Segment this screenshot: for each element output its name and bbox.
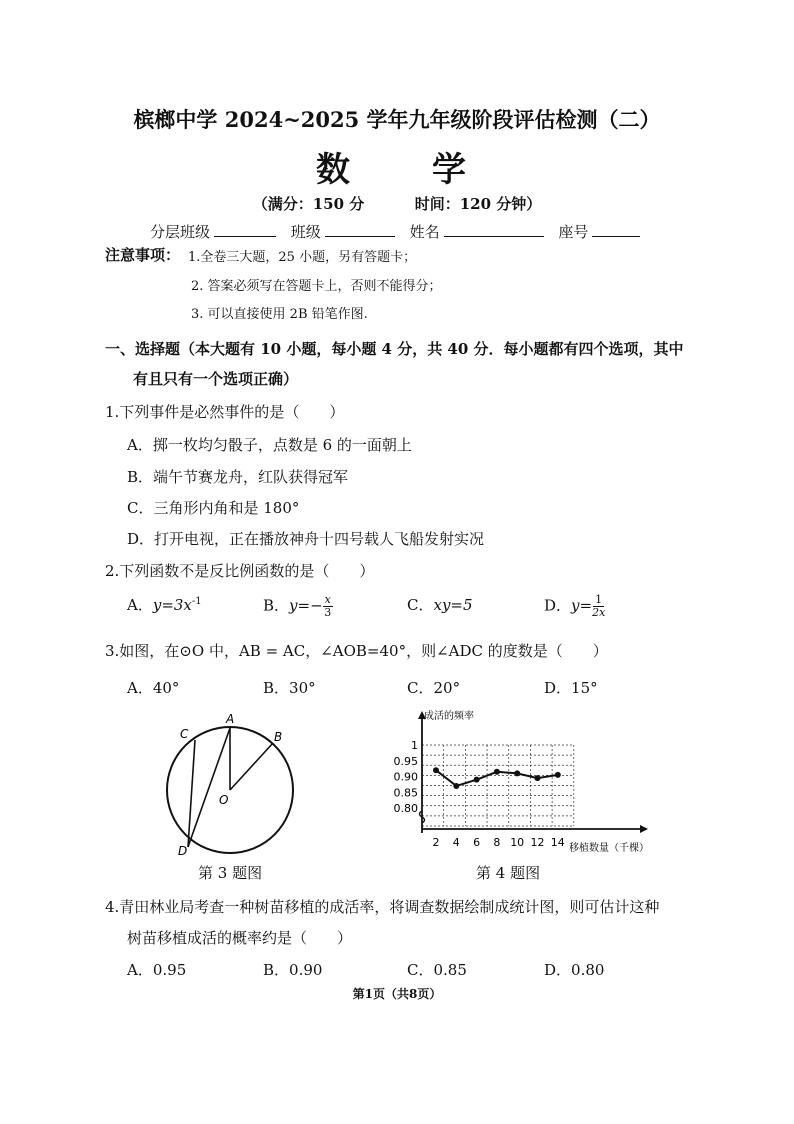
page-footer: 第1页（共8页） (352, 987, 442, 1001)
q4-option-c: C．0.85 (407, 961, 467, 979)
x-tick-label: 6 (473, 836, 481, 849)
notice-label: 注意事项： (105, 246, 181, 264)
q4-frequency-chart (380, 705, 680, 860)
q4-figure-caption: 第 4 题图 (476, 864, 541, 882)
x-tick-label: 12 (530, 836, 545, 849)
data-point (453, 783, 459, 789)
exam-time: 时间：120 分钟） (414, 195, 542, 213)
exam-meta (0, 193, 794, 214)
seat-label: 座号 (558, 223, 589, 241)
exam-title: 槟榔中学 2024~2025 学年九年级阶段评估检测（二） (133, 107, 661, 132)
q2-option-c: C．xy=5 (407, 596, 473, 614)
subject-char-1: 数 (316, 150, 350, 190)
full-score: （满分：150 分 (252, 195, 365, 213)
y-tick-label: 0.80 (393, 802, 418, 815)
q3-figure-caption: 第 3 题图 (198, 864, 263, 882)
label-c: C (180, 727, 189, 741)
label-b: B (274, 730, 283, 744)
y-tick-label: 0.95 (393, 754, 418, 768)
q3-option-c: C．20° (407, 679, 461, 697)
notice-item-2: 2. 答案必须写在答题卡上，否则不能得分； (191, 279, 442, 294)
subject-char-2: 学 (432, 150, 466, 190)
q2-option-a: A．$y=3x^{-1}$ (127, 596, 202, 614)
x-tick-label: 8 (493, 836, 501, 849)
notice-item-1: 1.全卷三大题，25 小题，另有答题卡； (188, 250, 417, 265)
label-o: O (219, 793, 229, 807)
q2-option-d: D．y= $\frac{1}{2x}$ (544, 593, 606, 619)
data-point (555, 772, 561, 778)
name-label: 姓名 (409, 223, 440, 241)
q1-stem: 1.下列事件是必然事件的是（ ） (105, 403, 345, 421)
y-tick-label: 0.90 (393, 770, 418, 784)
q4-option-a: A．0.95 (127, 961, 187, 979)
q4-stem-line-2: 树苗移植成活的概率约是（ ） (127, 929, 353, 947)
q3-stem: 3.如图，在⊙O 中，AB = AC，∠AOB=40°，则∠ADC 的度数是（ ） (105, 642, 608, 660)
student-info-fields (150, 221, 640, 242)
label-a: A (226, 712, 235, 726)
label-d: D (178, 844, 188, 858)
x-tick-label: 2 (432, 836, 440, 849)
data-point (535, 775, 541, 781)
x-tick-label: 14 (550, 836, 565, 849)
q1-option-a: A．掷一枚均匀骰子，点数是 6 的一面朝上 (127, 436, 412, 454)
q2-option-b: B．y=− $\frac{x}{3}$ (263, 593, 332, 619)
section-1-heading-cont: 有且只有一个选项正确） (133, 370, 299, 388)
class-label: 班级 (290, 223, 321, 241)
q4-stem-line-1: 4.青田林业局考查一种树苗移植的成活率，将调查数据绘制成统计图，则可估计这种 (105, 898, 660, 916)
y-tick-label: 0.85 (393, 786, 418, 800)
q4-option-b: B．0.90 (263, 961, 323, 979)
q1-option-c: C．三角形内角和是 180° (127, 499, 300, 517)
q4-option-d: D．0.80 (544, 961, 605, 979)
x-axis-label: 移植数量（千棵） (569, 843, 649, 854)
x-tick-label: 4 (452, 836, 460, 849)
class-level-blank[interactable] (214, 222, 276, 237)
y-axis-label: 成活的频率 (424, 711, 474, 722)
data-point (433, 767, 439, 773)
q1-option-b: B．端午节赛龙舟，红队获得冠军 (127, 468, 349, 486)
seat-blank[interactable] (592, 222, 640, 237)
q3-circle-figure (150, 705, 315, 865)
notice-item-3: 3. 可以直接使用 2B 铅笔作图. (191, 307, 368, 322)
q3-option-b: B．30° (263, 679, 316, 697)
data-point (474, 777, 480, 783)
section-1-heading: 一、选择题（本大题有 10 小题，每小题 4 分，共 40 分．每小题都有四个选项，其中 (105, 340, 684, 358)
chart-grid (422, 745, 574, 826)
x-tick-label: 10 (510, 836, 525, 849)
x-axis-arrow (640, 825, 648, 833)
q3-option-d: D．15° (544, 679, 598, 697)
q3-option-a: A．40° (127, 679, 180, 697)
class-level-label: 分层班级 (150, 223, 211, 241)
q2-stem: 2.下列函数不是反比例函数的是（ ） (105, 562, 375, 580)
data-point (494, 769, 500, 775)
data-point (514, 770, 520, 776)
name-blank[interactable] (444, 222, 544, 237)
y-tick-label: 1 (411, 739, 418, 752)
class-blank[interactable] (325, 222, 395, 237)
q1-option-d: D．打开电视，正在播放神舟十四号载人飞船发射实况 (127, 530, 485, 548)
segment-ob (230, 743, 273, 790)
